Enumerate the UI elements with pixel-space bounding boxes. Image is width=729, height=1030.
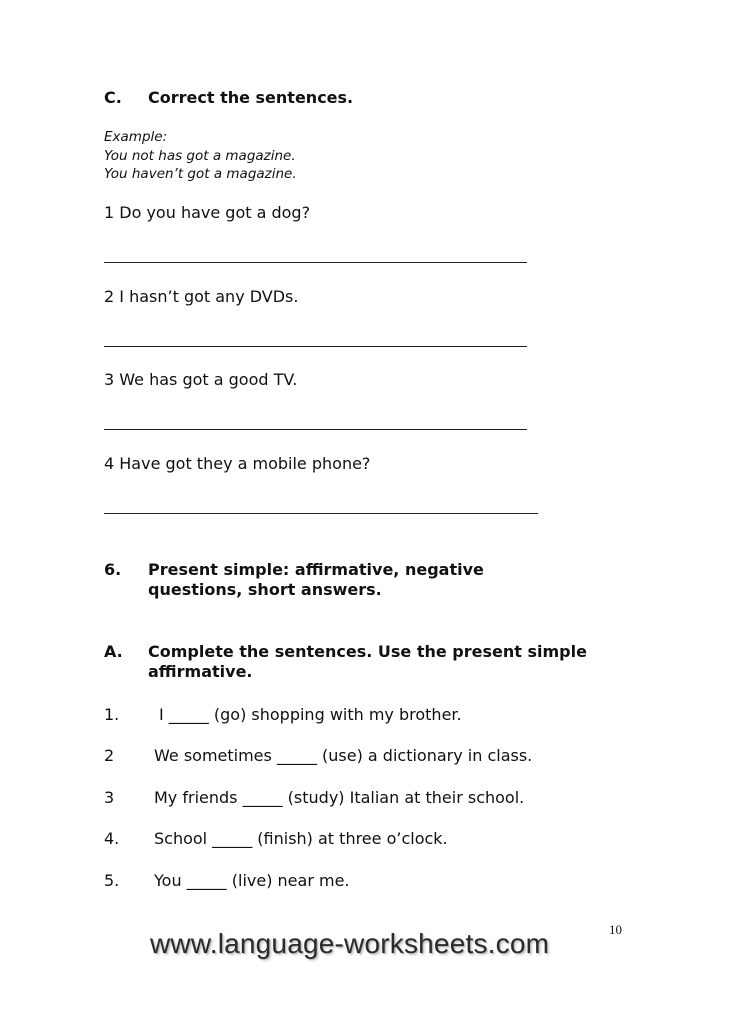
- section-6-title-line2: questions, short answers.: [148, 580, 382, 599]
- section-c-title: Correct the sentences.: [148, 88, 354, 107]
- example-label: Example:: [104, 129, 168, 145]
- example-wrong-sentence: You not has got a magazine.: [104, 148, 296, 164]
- answer-line-2: [104, 346, 527, 347]
- answer-line-4: [104, 513, 538, 514]
- section-6-label: 6.: [104, 560, 122, 579]
- correct-item-2: 2 I hasn’t got any DVDs.: [104, 287, 299, 306]
- section-6-title-line1: Present simple: affirmative, negative: [148, 560, 484, 579]
- example-correct-sentence: You haven’t got a magazine.: [104, 166, 297, 182]
- section-a-title-line1: Complete the sentences. Use the present simple: [148, 642, 587, 661]
- section-c-label: C.: [104, 88, 122, 107]
- page-number: 10: [609, 922, 622, 937]
- complete-item-3-text: My friends _____ (study) Italian at their school.: [154, 788, 525, 807]
- complete-item-5-text: You _____ (live) near me.: [154, 871, 350, 890]
- answer-line-3: [104, 429, 527, 430]
- footer-website-url: www.language-worksheets.com: [150, 928, 550, 959]
- correct-item-1: 1 Do you have got a dog?: [104, 203, 311, 222]
- section-a-label: A.: [104, 642, 123, 661]
- complete-item-1-text: I _____ (go) shopping with my brother.: [159, 705, 462, 724]
- complete-item-2-number: 2: [104, 746, 115, 765]
- complete-item-2-text: We sometimes _____ (use) a dictionary in class.: [154, 746, 533, 765]
- correct-item-3: 3 We has got a good TV.: [104, 370, 298, 389]
- section-a-title-line2: affirmative.: [148, 662, 253, 681]
- answer-line-1: [104, 262, 527, 263]
- complete-item-4-number: 4.: [104, 829, 120, 848]
- correct-item-4: 4 Have got they a mobile phone?: [104, 454, 371, 473]
- complete-item-4-text: School _____ (finish) at three o’clock.: [154, 829, 448, 848]
- complete-item-1-number: 1.: [104, 705, 120, 724]
- complete-item-3-number: 3: [104, 788, 115, 807]
- complete-item-5-number: 5.: [104, 871, 120, 890]
